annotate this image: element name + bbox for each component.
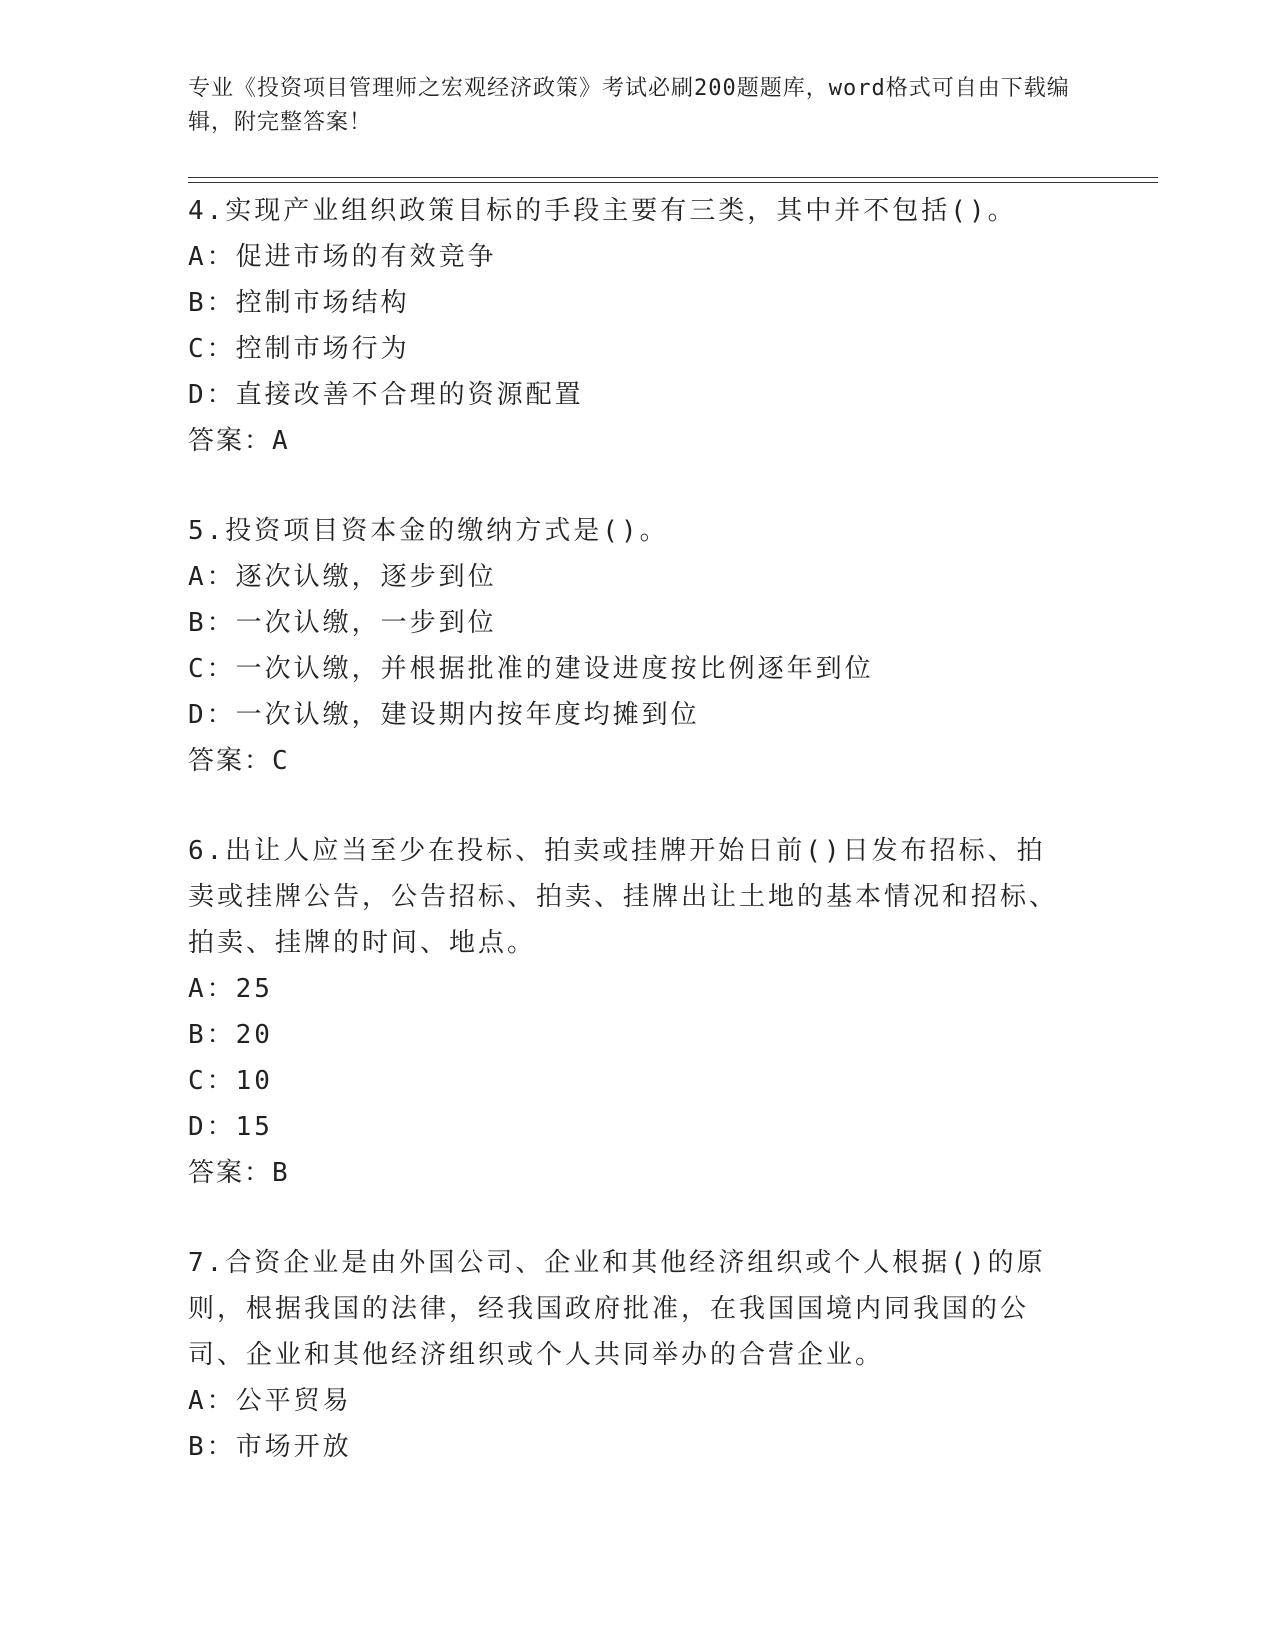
header-divider-bottom — [188, 182, 1158, 183]
option-d: D：一次认缴，建设期内按年度均摊到位 — [188, 700, 700, 730]
question-4 — [188, 188, 1068, 464]
document-header: 专业《投资项目管理师之宏观经济政策》考试必刷200题题库，word格式可自由下载编辑，附完整答案！ — [188, 76, 1070, 135]
question-list — [188, 188, 1068, 1514]
answer: 答案：A — [188, 426, 290, 456]
header-divider-top — [188, 177, 1158, 178]
option-b: B：控制市场结构 — [188, 288, 410, 318]
question-text: 5.投资项目资本金的缴纳方式是()。 — [188, 516, 669, 546]
answer: 答案：B — [188, 1158, 290, 1188]
option-a: A：促进市场的有效竞争 — [188, 242, 497, 272]
question-text: 6.出让人应当至少在投标、拍卖或挂牌开始日前()日发布招标、拍卖或挂牌公告，公告招标、拍卖、挂牌出让土地的基本情况和招标、拍卖、挂牌的时间、地点。 — [188, 836, 1059, 958]
option-c: C：10 — [188, 1066, 273, 1096]
question-text: 7.合资企业是由外国公司、企业和其他经济组织或个人根据()的原则，根据我国的法律，经我国政府批准，在我国国境内同我国的公司、企业和其他经济组织或个人共同举办的合营企业。 — [188, 1248, 1046, 1370]
option-b: B：20 — [188, 1020, 273, 1050]
option-a: A：公平贸易 — [188, 1386, 352, 1416]
option-a: A：逐次认缴，逐步到位 — [188, 562, 497, 592]
option-d: D：直接改善不合理的资源配置 — [188, 380, 584, 410]
option-b: B：一次认缴，一步到位 — [188, 608, 497, 638]
question-text: 4.实现产业组织政策目标的手段主要有三类，其中并不包括()。 — [188, 196, 1017, 226]
option-c: C：控制市场行为 — [188, 334, 410, 364]
question-7 — [188, 1240, 1068, 1470]
question-6 — [188, 828, 1068, 1196]
option-d: D：15 — [188, 1112, 273, 1142]
answer: 答案：C — [188, 746, 290, 776]
option-c: C：一次认缴，并根据批准的建设进度按比例逐年到位 — [188, 654, 874, 684]
question-5 — [188, 508, 1068, 784]
option-b: B：市场开放 — [188, 1432, 352, 1462]
option-a: A：25 — [188, 974, 273, 1004]
